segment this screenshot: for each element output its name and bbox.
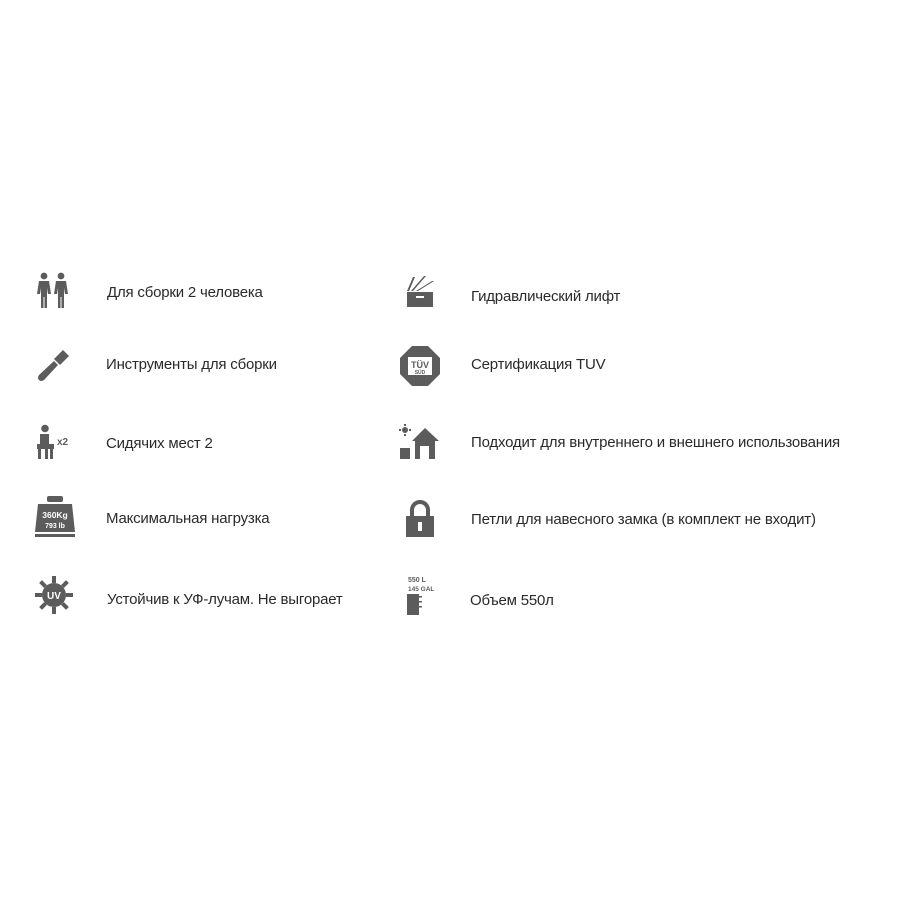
feature-label: Петли для навесного замка (в комплект не входит) — [471, 511, 816, 528]
feature-label: Инструменты для сборки — [106, 356, 277, 373]
feature-label: Для сборки 2 человека — [107, 284, 263, 301]
feature-label: Подходит для внутреннего и внешнего использования — [471, 434, 840, 451]
tuv-badge-icon — [399, 345, 441, 387]
feature-label: Сертификация TUV — [471, 356, 606, 373]
tuv-text: TÜV — [411, 360, 429, 370]
volume-gallons: 145 GAL — [408, 586, 435, 593]
feature-label: Сидячих мест 2 — [106, 435, 213, 452]
weight-icon — [33, 494, 77, 538]
uv-text: UV — [47, 591, 61, 602]
padlock-icon — [404, 500, 436, 538]
hydraulic-lid-icon — [403, 272, 437, 308]
volume-liters: 550 L — [408, 577, 426, 584]
uv-sun-icon — [34, 575, 74, 615]
two-people-icon — [36, 272, 70, 310]
feature-label: Гидравлический лифт — [471, 288, 621, 305]
sud-text: SÜD — [414, 370, 426, 376]
feature-label: Максимальная нагрузка — [106, 510, 270, 527]
weight-kg: 360Kg — [42, 510, 68, 520]
volume-icon — [405, 574, 441, 616]
house-sun-icon — [398, 424, 440, 460]
feature-label: Объем 550л — [470, 592, 554, 609]
feature-label: Устойчив к УФ-лучам. Не выгорает — [107, 591, 343, 608]
seated-person-icon — [35, 424, 75, 460]
seat-multiplier: x2 — [57, 437, 69, 448]
screwdriver-icon — [37, 348, 71, 382]
weight-lb: 793 lb — [45, 523, 65, 530]
